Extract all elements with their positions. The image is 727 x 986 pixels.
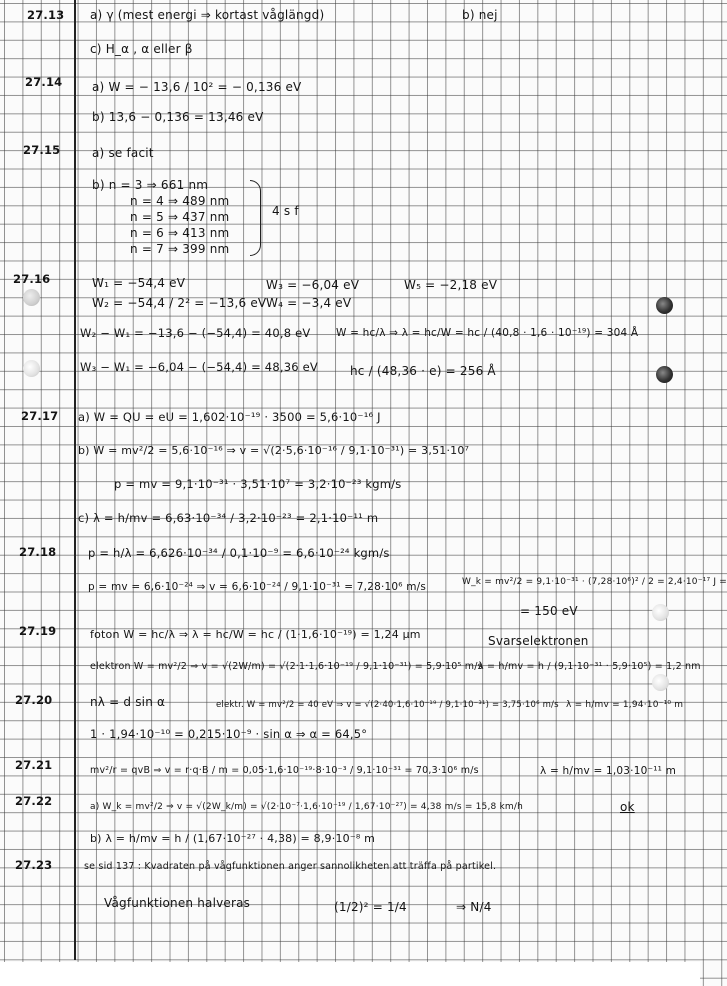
answer-line: c) λ = h/mv = 6,63·10⁻³⁴ / 3,2·10⁻²³ = 2,1·10⁻¹¹ m [78,511,379,525]
answer-line: Vågfunktionen halveras [104,896,251,910]
punch-hole [652,604,669,621]
problem-number: 27.14 [25,75,63,89]
answer-line: W₂ = −54,4 / 2² = −13,6 eV [92,296,267,310]
answer-line: b) nej [462,8,498,22]
answer-line: ⇒ N/4 [456,900,492,914]
answer-line: W_k = mv²/2 = 9,1·10⁻³¹ · (7,28·10⁶)² / 2 = 2,4·10⁻¹⁷ J = [462,577,727,587]
answer-line: 4 s f [272,204,299,218]
answer-line: 1 · 1,94·10⁻¹⁰ = 0,215·10⁻⁹ · sin α ⇒ α = 64,5° [90,727,368,741]
answer-line: W₂ − W₁ = −13,6 − (−54,4) = 40,8 eV [80,326,311,340]
answer-line: a) W = QU = eU = 1,602·10⁻¹⁹ · 3500 = 5,6·10⁻¹⁶ J [78,410,381,424]
answer-line: b) 13,6 − 0,136 = 13,46 eV [92,110,264,124]
punch-hole [23,289,40,306]
answer-line: W₄ = −3,4 eV [266,296,352,310]
answer-line: elektron W = mv²/2 ⇒ v = √(2W/m) = √(2·1·1,6·10⁻¹⁹ / 9,1·10⁻³¹) = 5,9·10⁵ m/s [90,661,483,672]
answer-line: n = 5 ⇒ 437 nm [130,210,230,224]
answer-line: hc / (48,36 · e) = 256 Å [350,364,496,378]
answer-line: λ = h/mv = 1,94·10⁻¹⁰ m [566,700,684,710]
answer-line: W₁ = −54,4 eV [92,276,186,290]
answer-line: p = h/λ = 6,626·10⁻³⁴ / 0,1·10⁻⁹ = 6,6·10⁻²⁴ kgm/s [88,546,390,560]
problem-number: 27.13 [27,8,65,22]
problem-number: 27.18 [19,545,57,559]
problem-number: 27.22 [15,794,53,808]
answer-line: c) H_α , α eller β [90,42,193,56]
answer-line: λ = h/mv = 1,03·10⁻¹¹ m [540,765,676,777]
margin-line [74,0,76,960]
punch-hole [23,360,40,377]
answer-line: W₃ − W₁ = −6,04 − (−54,4) = 48,36 eV [80,360,318,374]
problem-number: 27.17 [21,409,59,423]
problem-number: 27.16 [13,272,51,286]
answer-line: elektr. W = mv²/2 = 40 eV ⇒ v = √(2·40·1,6·10⁻¹⁹ / 9,1·10⁻³¹) = 3,75·10⁶ m/s [216,700,559,710]
answer-line: n = 4 ⇒ 489 nm [130,194,230,208]
answer-line: Svarselektronen [488,634,589,648]
answer-line: p = mv = 6,6·10⁻²⁴ ⇒ v = 6,6·10⁻²⁴ / 9,1·10⁻³¹ = 7,28·10⁶ m/s [88,581,427,593]
answer-line: = 150 eV [520,604,578,618]
brace [250,180,261,256]
answer-line: foton W = hc/λ ⇒ λ = hc/W = hc / (1·1,6·10⁻¹⁹) = 1,24 µm [90,628,421,641]
problem-number: 27.19 [19,624,57,638]
answer-line: ok [620,800,635,814]
punch-hole [652,674,669,691]
answer-line: W₅ = −2,18 eV [404,278,498,292]
answer-line: b) W = mv²/2 = 5,6·10⁻¹⁶ ⇒ v = √(2·5,6·10⁻¹⁶ / 9,1·10⁻³¹) = 3,51·10⁷ [78,444,470,457]
problem-number: 27.20 [15,693,53,707]
answer-line: b) n = 3 ⇒ 661 nm [92,178,209,192]
answer-line: a) se facit [92,146,154,160]
answer-line: se sid 137 : Kvadraten på vågfunktionen anger sannolikheten att träffa på partikel. [84,861,497,872]
answer-line: λ = h/mv = h / (9,1·10⁻³¹ · 5,9·10⁵) = 1,2 nm [478,661,701,672]
answer-line: n = 6 ⇒ 413 nm [130,226,230,240]
problem-number: 27.15 [23,143,61,157]
answer-line: n = 7 ⇒ 399 nm [130,242,230,256]
answer-line: W = hc/λ ⇒ λ = hc/W = hc / (40,8 · 1,6 · 10⁻¹⁹) = 304 Å [336,327,639,339]
punch-hole [656,297,673,314]
answer-line: nλ = d sin α [90,695,166,709]
answer-line: mv²/r = qvB ⇒ v = r·q·B / m = 0,05·1,6·10⁻¹⁹·8·10⁻³ / 9,1·10⁻³¹ = 70,3·10⁶ m/s [90,765,479,776]
answer-line: a) γ (mest energi ⇒ kortast våglängd) [90,8,325,22]
answer-line: (1/2)² = 1/4 [334,900,407,914]
problem-number: 27.23 [15,858,53,872]
answer-line: p = mv = 9,1·10⁻³¹ · 3,51·10⁷ = 3,2·10⁻²³ kgm/s [114,477,402,491]
page-bottom [0,962,700,986]
answer-line: W₃ = −6,04 eV [266,278,360,292]
answer-line: a) W_k = mv²/2 ⇒ v = √(2W_k/m) = √(2·10⁻⁷·1,6·10⁻¹⁹ / 1,67·10⁻²⁷) = 4,38 m/s = 15,8 km/h [90,802,524,812]
punch-hole [656,366,673,383]
answer-line: b) λ = h/mv = h / (1,67·10⁻²⁷ · 4,38) = 8,9·10⁻⁸ m [90,832,376,845]
answer-line: a) W = − 13,6 / 10² = − 0,136 eV [92,80,302,94]
problem-number: 27.21 [15,758,53,772]
